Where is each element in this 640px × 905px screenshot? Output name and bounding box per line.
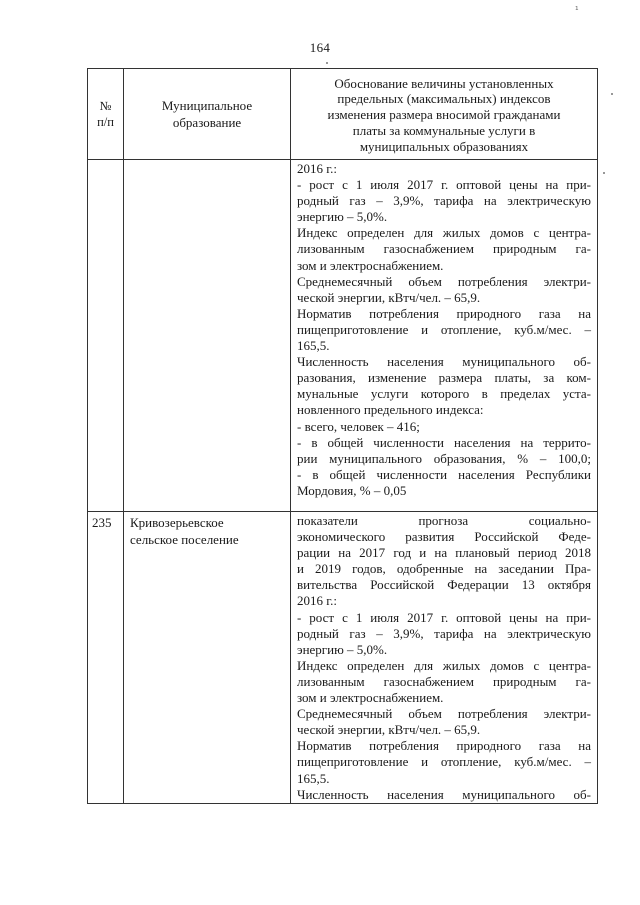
justification-line: ческой энергии, кВтч/чел. – 65,9. — [297, 289, 481, 305]
justification-line: - всего, человек – 416; — [297, 418, 420, 434]
justification-line: разования, изменение размера платы, за ком- — [297, 370, 591, 386]
justification-line: пищеприготовление и отопление, куб.м/мес. – — [297, 321, 591, 337]
justification-line: пищеприготовление и отопление, куб.м/мес. – — [297, 754, 591, 770]
header-justification-line: муниципальных образованиях — [359, 138, 529, 154]
header-number-label: № п/п — [97, 99, 114, 129]
justification-line: 165,5. — [297, 338, 330, 354]
header-justification-line: изменения размера вносимой гражданами — [327, 107, 561, 123]
justification-line: Численность населения муниципального об- — [297, 786, 591, 802]
justification-line: Норматив потребления природного газа на — [297, 305, 591, 321]
scan-speck — [611, 93, 613, 95]
header-municipality-label: Муниципальное образование — [161, 98, 253, 130]
row-municipality-name: Кривозерьевское сельское поселение — [130, 515, 239, 547]
row-number-cell — [88, 160, 124, 512]
header-number-cell — [88, 69, 124, 160]
justification-line: лизованным газоснабжением природным га- — [297, 241, 591, 257]
justification-line: Среднемесячный объем потребления электри- — [297, 706, 591, 722]
table-header-row — [88, 69, 598, 160]
justification-line: - рост с 1 июля 2017 г. оптовой цены на при- — [297, 609, 591, 625]
row-municipality-cell — [124, 512, 291, 804]
justification-line: новленного предельного индекса: — [297, 402, 484, 418]
justification-line: энергию – 5,0%. — [297, 641, 388, 657]
justification-line: Индекс определен для жилых домов с центра- — [297, 657, 591, 673]
justification-line: зом и электроснабжением. — [297, 690, 444, 706]
justification-line: и 2019 годов, одобренные на заседании Пра- — [297, 561, 591, 577]
justification-line: ческой энергии, кВтч/чел. – 65,9. — [297, 722, 481, 738]
page-number: 164 — [309, 40, 331, 55]
justification-line: зом и электроснабжением. — [297, 257, 444, 273]
row-municipality-cell — [124, 160, 291, 512]
justification-line: вительства Российской Федерации 13 октября — [297, 577, 591, 593]
scan-speck — [603, 172, 605, 174]
justification-line: родный газ – 3,9%, тарифа на электрическую — [297, 193, 591, 209]
justification-line: рии муниципального образования, % – 100,0; — [297, 450, 591, 466]
table-row — [88, 160, 598, 512]
header-justification-line: предельных (максимальных) индексов — [337, 91, 551, 107]
row-justification-cell — [291, 160, 598, 512]
justification-line: Среднемесячный объем потребления электри- — [297, 273, 591, 289]
justification-line: Численность населения муниципального об- — [297, 354, 591, 370]
row-number-cell — [88, 512, 124, 804]
justification-line: родный газ – 3,9%, тарифа на электрическую — [297, 625, 591, 641]
header-justification-label — [295, 76, 593, 155]
header-municipality-cell — [124, 69, 291, 160]
justification-line: 165,5. — [297, 770, 330, 786]
row-number: 235 — [92, 515, 112, 530]
justification-line: рации на 2017 год и на плановый период 2018 — [297, 545, 591, 561]
row-justification-cell — [291, 512, 598, 804]
justification-line: показатели прогноза социально- — [297, 513, 591, 528]
table-row — [88, 512, 598, 804]
header-justification-cell — [291, 69, 598, 160]
justification-line: - в общей численности населения на террито- — [297, 434, 591, 450]
header-justification-line: платы за коммунальные услуги в — [352, 122, 536, 138]
justification-line: 2016 г.: — [297, 161, 337, 176]
justification-line: 2016 г.: — [297, 593, 337, 609]
justification-line: лизованным газоснабжением природным га- — [297, 673, 591, 689]
justification-line: мунальные услуги которого в пределах уста- — [297, 386, 591, 402]
justification-line: Индекс определен для жилых домов с центра- — [297, 225, 591, 241]
justification-line: - в общей численности населения Республики — [297, 466, 591, 482]
justification-line: Норматив потребления природного газа на — [297, 738, 591, 754]
scan-corner-mark: ¹ — [575, 6, 579, 16]
header-justification-line: Обоснование величины установленных — [334, 75, 554, 91]
row-justification-text — [297, 161, 591, 499]
justification-line: энергию – 5,0%. — [297, 209, 388, 225]
justification-line: - рост с 1 июля 2017 г. оптовой цены на при- — [297, 177, 591, 193]
justification-line: Мордовия, % – 0,05 — [297, 482, 407, 498]
row-justification-text — [297, 513, 591, 803]
scan-speck — [326, 62, 328, 64]
justification-line: экономического развития Российской Феде- — [297, 529, 591, 545]
municipal-index-table — [87, 68, 598, 804]
